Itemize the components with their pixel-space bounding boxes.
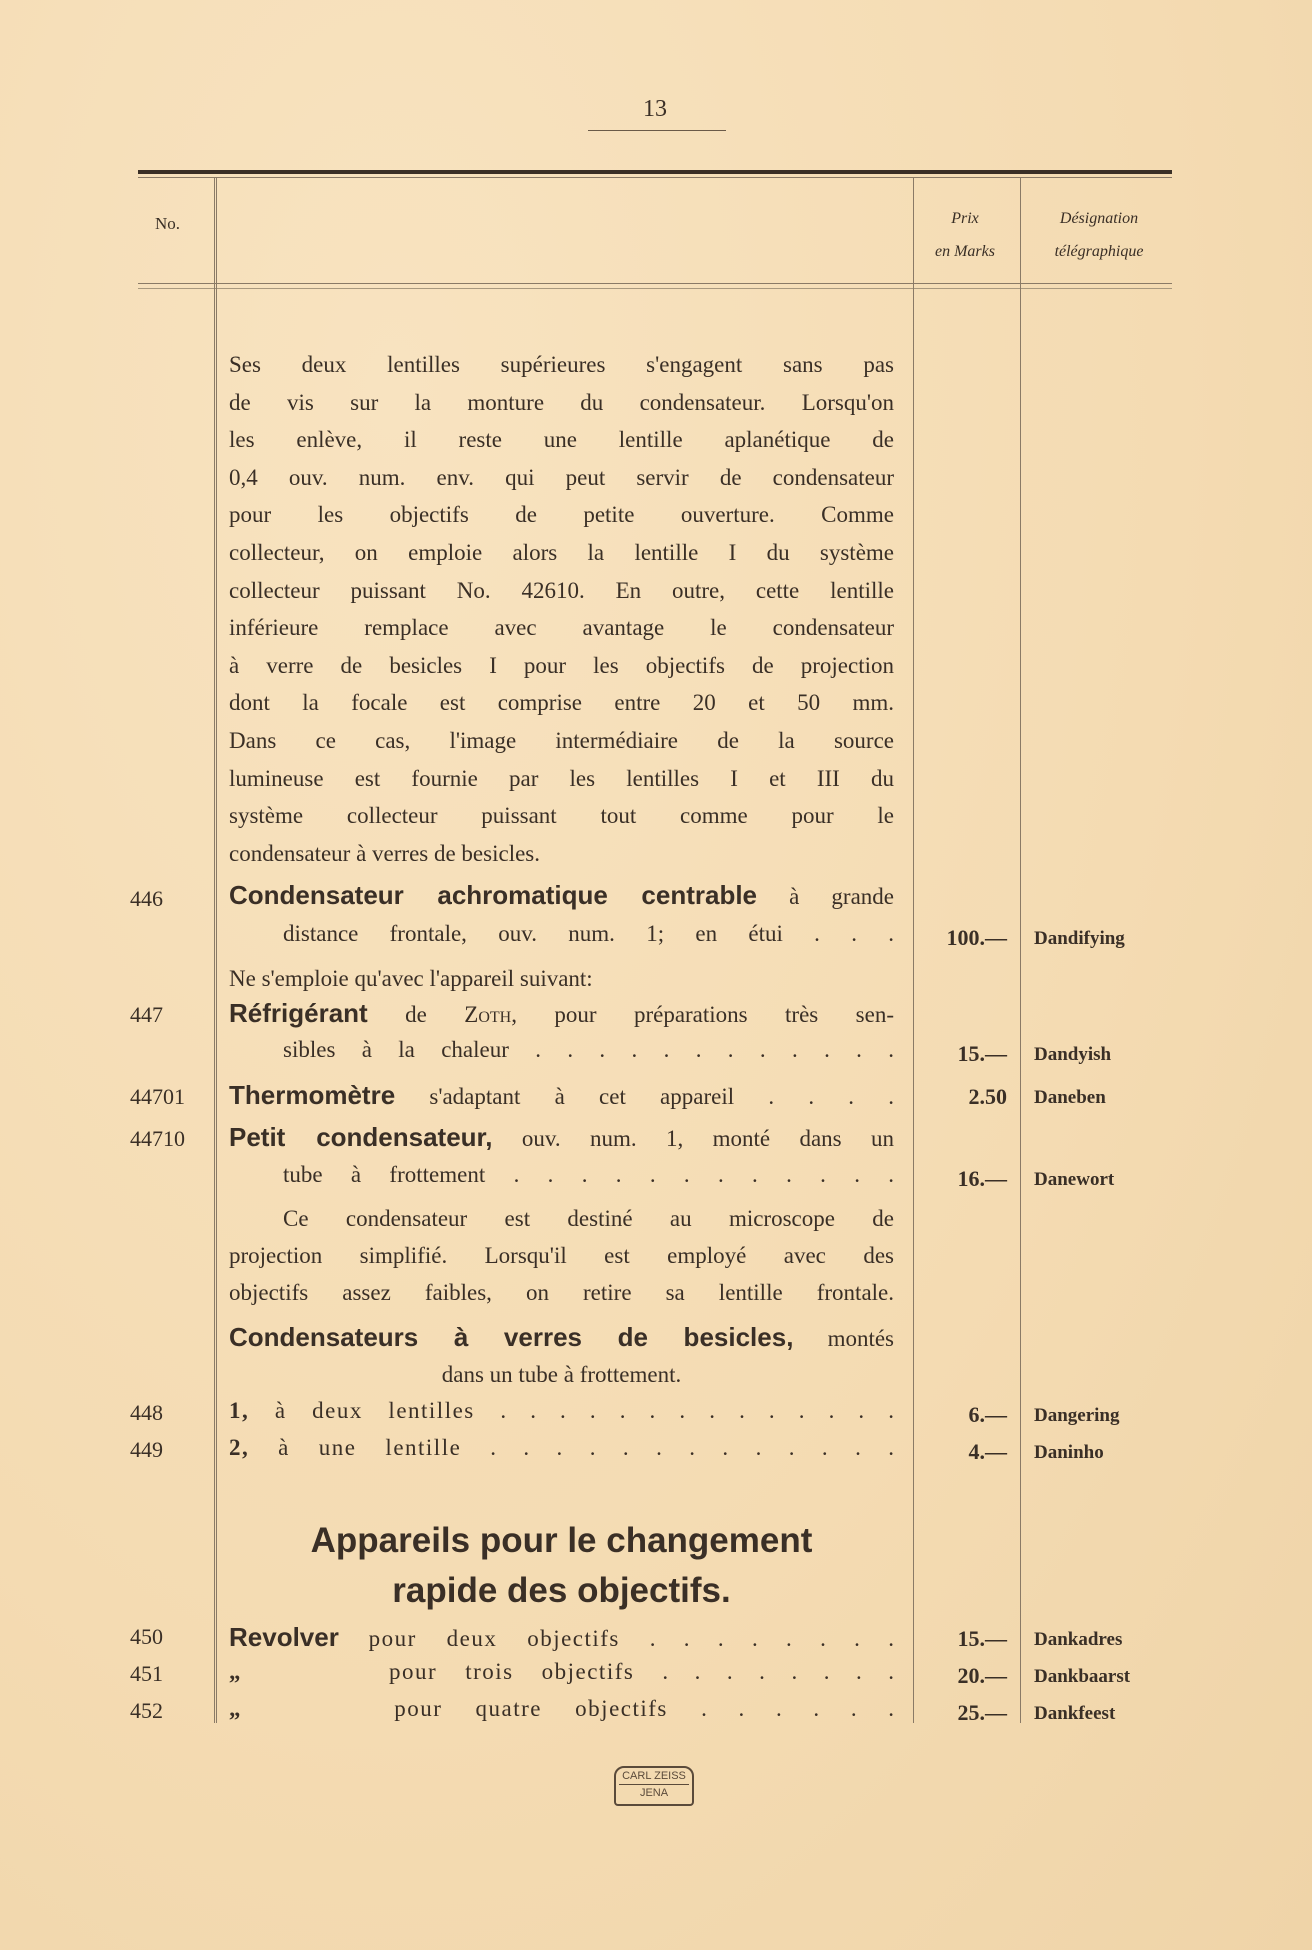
item-number: 448: [130, 1400, 163, 1425]
paragraph-line: système collecteur puissant tout comme pour le: [229, 803, 894, 829]
leader-dots: . . .: [814, 921, 895, 946]
item-desc: pour trois objectifs: [389, 1659, 635, 1684]
item-448-line: [229, 1398, 894, 1424]
item-447-line1: [229, 998, 894, 1029]
prix-line2: en Marks: [935, 243, 995, 260]
leader-dots: . . . .: [768, 1084, 894, 1109]
item-title: „: [229, 1696, 242, 1721]
item-449-line: [229, 1435, 894, 1461]
item-number: 44701: [130, 1084, 185, 1109]
item-price: 20.—: [957, 1663, 1007, 1688]
item-number: 44710: [130, 1126, 185, 1151]
item-number: 447: [130, 1002, 163, 1027]
group-besicles-line1: [229, 1322, 894, 1353]
item-number: 451: [130, 1661, 163, 1686]
item-number: 446: [130, 886, 163, 911]
column-divider-prix: [913, 178, 914, 1723]
carl-zeiss-logo: [614, 1766, 694, 1806]
column-divider-designation: [1020, 178, 1021, 1723]
paragraph-line: les enlève, il reste une lentille aplanétique de: [229, 427, 894, 453]
paragraph-line: 0,4 ouv. num. env. qui peut servir de condensateur: [229, 464, 894, 490]
paragraph-line: Ses deux lentilles supérieures s'engagent sans pas: [229, 352, 894, 377]
leader-dots: . . . . . . . . . . . .: [535, 1037, 895, 1062]
leader-dots: . . . . . .: [701, 1696, 895, 1721]
item-title: Thermomètre: [229, 1080, 396, 1110]
item-price: 15.—: [957, 1626, 1007, 1651]
group-title: Condensateurs à verres de besicles,: [229, 1322, 794, 1352]
page-number-rule: [588, 130, 726, 131]
item-desc: pour quatre objectifs: [394, 1696, 668, 1721]
item-number: 452: [130, 1698, 163, 1723]
column-header-no: No.: [155, 214, 181, 233]
item-note-line: objectifs assez faibles, on retire sa lentille frontale.: [229, 1280, 894, 1305]
paragraph-line: à verre de besicles I pour les objectifs de projection: [229, 652, 894, 678]
item-desc: à une lentille: [249, 1435, 462, 1460]
item-desc: pour deux objectifs: [368, 1626, 620, 1651]
column-header-prix: [912, 202, 1018, 268]
section-title: [229, 1516, 894, 1616]
designation-line1: Désignation: [1059, 210, 1139, 227]
item-note-line: projection simplifié. Lorsqu'il est employé avec des: [229, 1243, 894, 1268]
logo-line1: CARL ZEISS: [622, 1770, 686, 1782]
logo-line2: JENA: [619, 1784, 689, 1801]
item-desc: à grande: [789, 884, 894, 909]
leader-dots: . . . . . . . . . . . . . .: [500, 1398, 895, 1423]
item-desc: , pour préparations très sen-: [511, 1002, 894, 1027]
item-desc: s'adaptant à cet appareil: [429, 1084, 735, 1109]
leader-dots: . . . . . . . .: [662, 1659, 895, 1684]
revolver-row-line: [229, 1659, 894, 1685]
leader-dots: . . . . . . . . . . . . .: [490, 1435, 894, 1460]
paragraph-line: inférieure remplace avec avantage le condensateur: [229, 615, 894, 641]
item-44701-line1: [229, 1080, 894, 1111]
item-price: 100.—: [946, 925, 1007, 950]
item-telegraph-code: Dandifying: [1034, 928, 1125, 949]
column-divider-no: [214, 178, 217, 1723]
page-number: 13: [643, 96, 667, 122]
item-title: Revolver: [229, 1622, 339, 1652]
table-top-thin-rule: [138, 177, 1172, 178]
column-header-designation: [1024, 202, 1174, 268]
item-telegraph-code: Dangering: [1034, 1405, 1120, 1426]
table-top-rule: [138, 170, 1172, 174]
item-price: 4.—: [968, 1439, 1007, 1464]
item-telegraph-code: Dankadres: [1034, 1629, 1123, 1650]
item-price: 2.50: [968, 1084, 1007, 1109]
item-telegraph-code: Dankbaarst: [1034, 1666, 1131, 1687]
paragraph-line: Dans ce cas, l'image intermédiaire de la source: [229, 728, 894, 753]
item-desc: distance frontale, ouv. num. 1; en étui: [283, 921, 783, 946]
item-44710-line2: [283, 1162, 894, 1188]
item-note: Ne s'emploie qu'avec l'appareil suivant:: [229, 966, 593, 991]
item-44710-line1: [229, 1122, 894, 1153]
item-title: Réfrigérant: [229, 998, 368, 1028]
item-title: Condensateur achromatique centrable: [229, 880, 758, 910]
item-telegraph-code: Dandyish: [1034, 1044, 1112, 1065]
item-telegraph-code: Danewort: [1034, 1169, 1115, 1190]
paragraph-line: collecteur, on emploie alors la lentille I du système: [229, 540, 894, 565]
item-title: Petit condensateur,: [229, 1122, 493, 1152]
paragraph-line: de vis sur la monture du condensateur. Lorsqu'on: [229, 389, 894, 415]
item-desc: tube à frottement: [283, 1162, 486, 1187]
prix-line1: Prix: [951, 210, 979, 227]
revolver-row-line: [229, 1622, 894, 1653]
header-bottom-rule-2: [138, 288, 1172, 289]
item-446-line1: [229, 880, 894, 911]
item-title: „: [229, 1659, 242, 1684]
item-446-line2: [283, 921, 894, 947]
item-447-line2: [283, 1037, 894, 1063]
item-price: 6.—: [968, 1402, 1007, 1427]
item-desc: de: [405, 1002, 465, 1027]
item-telegraph-code: Dankfeest: [1034, 1703, 1116, 1724]
header-bottom-rule: [138, 283, 1172, 284]
group-besicles-line2: dans un tube à frottement.: [441, 1362, 682, 1387]
designation-line2: télégraphique: [1054, 243, 1144, 260]
paragraph-line: pour les objectifs de petite ouverture. Comme: [229, 502, 894, 528]
section-title-line2: rapide des objectifs.: [392, 1571, 731, 1610]
item-desc: à deux lentilles: [249, 1398, 475, 1423]
item-telegraph-code: Daneben: [1034, 1087, 1106, 1108]
item-telegraph-code: Daninho: [1034, 1442, 1104, 1463]
paragraph-line: collecteur puissant No. 42610. En outre, cette lentille: [229, 577, 894, 603]
item-variant: 2,: [229, 1435, 250, 1460]
group-desc: montés: [827, 1326, 895, 1351]
item-note-line: Ce condensateur est destiné au microscope de: [283, 1206, 894, 1231]
item-number: 450: [130, 1624, 163, 1649]
item-desc: sibles à la chaleur: [283, 1037, 509, 1062]
item-variant: 1,: [229, 1398, 250, 1423]
leader-dots: . . . . . . . .: [649, 1626, 894, 1651]
item-price: 16.—: [957, 1166, 1007, 1191]
section-title-line1: Appareils pour le changement: [310, 1521, 813, 1560]
item-desc-name: Zoth: [464, 1002, 512, 1027]
paragraph-line: lumineuse est fournie par les lentilles I et III du: [229, 765, 894, 791]
item-number: 449: [130, 1437, 163, 1462]
item-desc: ouv. num. 1, monté dans un: [521, 1126, 895, 1151]
item-price: 15.—: [957, 1041, 1007, 1066]
leader-dots: . . . . . . . . . . . .: [513, 1162, 895, 1187]
paragraph-line: condensateur à verres de besicles.: [229, 840, 540, 866]
revolver-row-line: [229, 1696, 894, 1722]
item-price: 25.—: [957, 1700, 1007, 1725]
paragraph-line: dont la focale est comprise entre 20 et 50 mm.: [229, 690, 894, 716]
